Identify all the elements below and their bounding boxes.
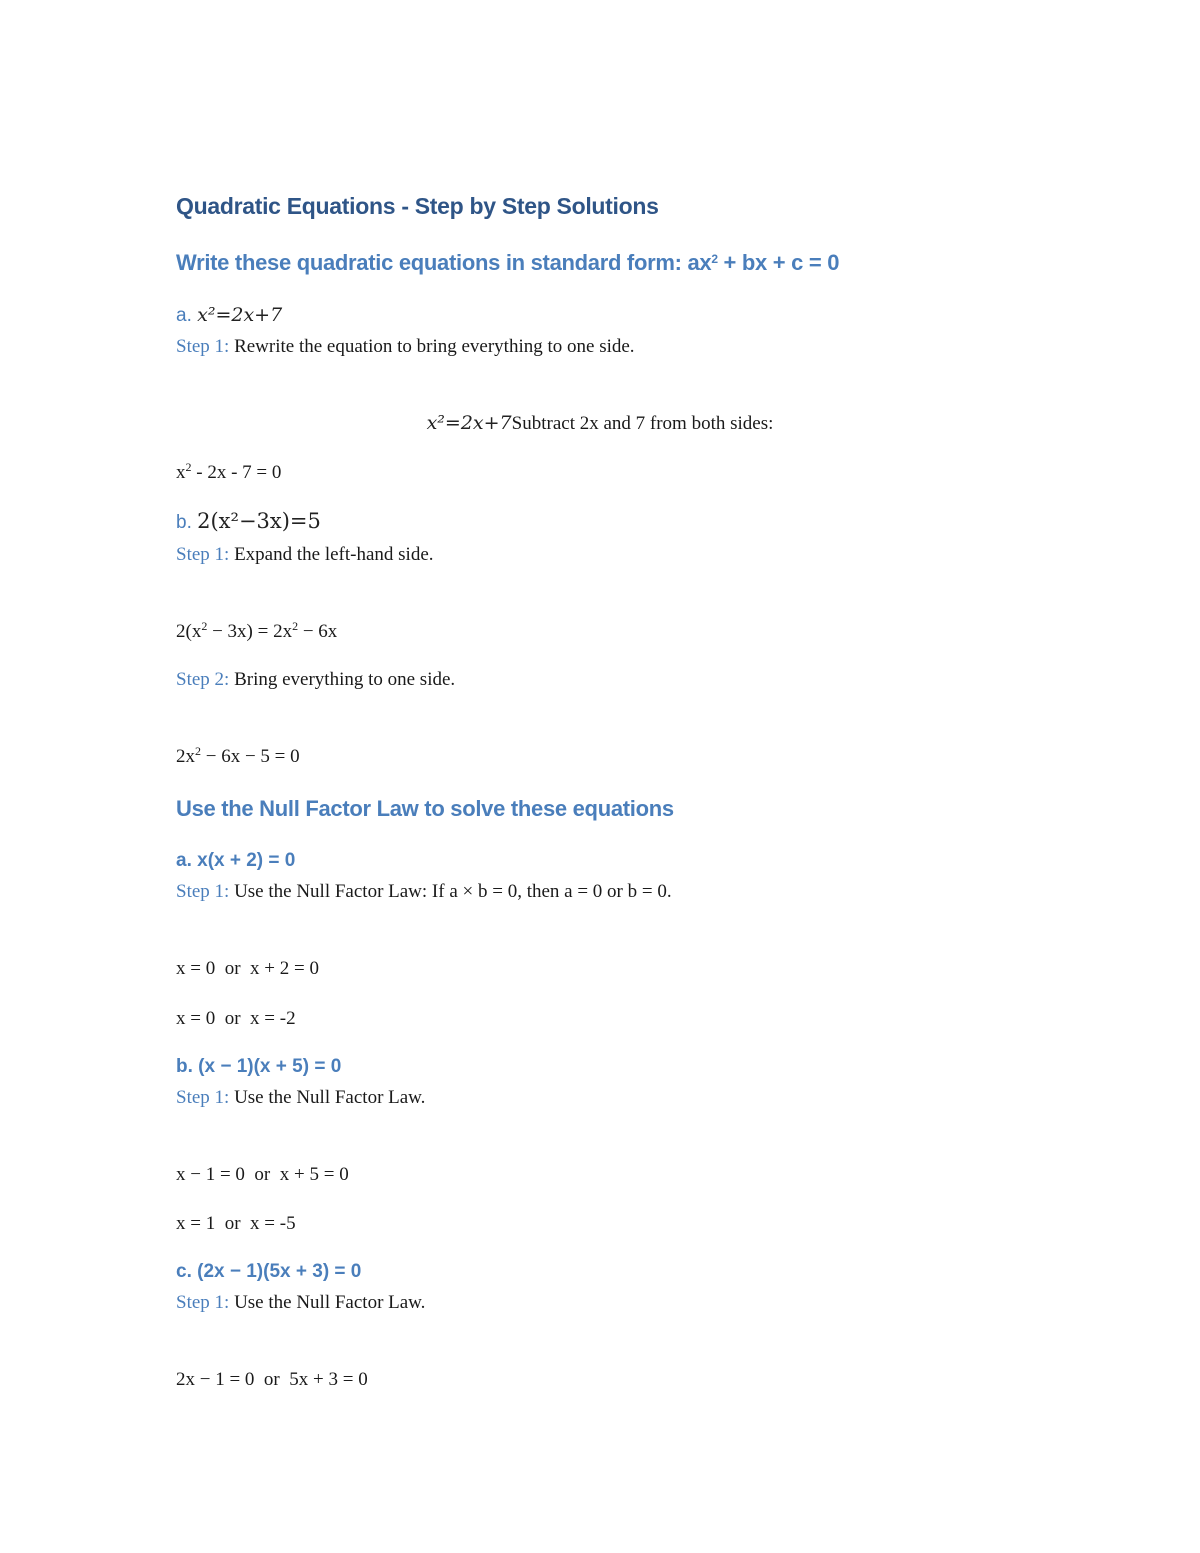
question-label: a. xyxy=(176,305,198,326)
expand-equation xyxy=(176,619,338,642)
expand-part: − 3x) = 2x xyxy=(207,621,293,642)
step-label: Step 2: xyxy=(176,669,230,690)
result-sup: 2 xyxy=(195,744,201,758)
step-label: Step 1: xyxy=(176,1292,230,1313)
result-equation xyxy=(176,460,282,483)
step-label: Step 1: xyxy=(176,881,230,902)
expand-part: − 6x xyxy=(298,621,338,642)
question-b-null-factor: b. (x − 1)(x + 5) = 0 xyxy=(176,1056,342,1077)
expand-sup: 2 xyxy=(201,619,208,633)
step-text: Use the Null Factor Law. xyxy=(229,1087,426,1108)
question-equation: 2(x²−3x)=5 xyxy=(197,509,321,533)
solution-line: x = 0 or x = -2 xyxy=(176,1008,296,1029)
section-heading-null-factor: Use the Null Factor Law to solve these equations xyxy=(176,796,674,821)
step-text: Rewrite the equation to bring everything to one side. xyxy=(229,336,635,357)
step-row xyxy=(176,1088,425,1107)
page-title: Quadratic Equations - Step by Step Solutions xyxy=(176,193,659,219)
display-equation: x²=2x+7 xyxy=(426,412,512,434)
result-equation xyxy=(176,744,300,767)
step-label: Step 1: xyxy=(176,336,230,357)
question-a-null-factor: a. x(x + 2) = 0 xyxy=(176,850,296,871)
solution-line: x − 1 = 0 or x + 5 = 0 xyxy=(176,1164,349,1185)
expand-part: 2(x xyxy=(176,621,202,642)
step-row xyxy=(176,670,455,689)
question-b-standard xyxy=(176,511,321,532)
heading-text: Write these quadratic equations in standard form: ax xyxy=(176,250,712,275)
heading-text-end: + bx + c = 0 xyxy=(717,250,840,275)
question-c-null-factor: c. (2x − 1)(5x + 3) = 0 xyxy=(176,1261,362,1282)
expand-sup: 2 xyxy=(292,619,299,633)
step-row xyxy=(176,882,672,901)
result-sup: 2 xyxy=(185,460,192,474)
step-label: Step 1: xyxy=(176,544,230,565)
question-a-standard xyxy=(176,306,282,325)
result-part: 2x xyxy=(176,746,195,767)
step-text: Use the Null Factor Law: If a × b = 0, then a = 0 or b = 0. xyxy=(229,881,672,902)
step-label: Step 1: xyxy=(176,1087,230,1108)
step-row xyxy=(176,545,434,564)
step-row xyxy=(176,1293,425,1312)
heading-superscript: 2 xyxy=(711,252,718,266)
solution-line: 2x − 1 = 0 or 5x + 3 = 0 xyxy=(176,1369,368,1390)
display-equation-row xyxy=(0,414,1200,433)
step-text: Expand the left-hand side. xyxy=(229,544,434,565)
step-row xyxy=(176,337,635,356)
result-var: x xyxy=(176,462,186,483)
solution-line: x = 1 or x = -5 xyxy=(176,1213,296,1234)
display-text: Subtract 2x and 7 from both sides: xyxy=(511,413,774,434)
solution-line: x = 0 or x + 2 = 0 xyxy=(176,958,319,979)
result-rest: - 2x - 7 = 0 xyxy=(191,462,282,483)
question-label: b. xyxy=(176,512,198,533)
step-text: Bring everything to one side. xyxy=(229,669,456,690)
step-text: Use the Null Factor Law. xyxy=(229,1292,426,1313)
section-heading-standard-form xyxy=(176,252,839,274)
question-equation: x²=2x+7 xyxy=(197,304,283,326)
result-part: − 6x − 5 = 0 xyxy=(201,746,300,767)
